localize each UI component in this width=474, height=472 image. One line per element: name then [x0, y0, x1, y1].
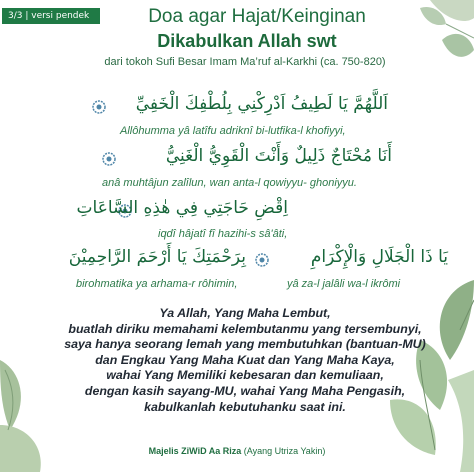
- arabic-verse-3: اِقْضِ حَاجَتِي فِي هٰذِهِ السَّاعَاتِ: [76, 198, 288, 218]
- translation-line: buatlah diriku memahami kelembutanmu yang tersembunyi,: [68, 321, 422, 336]
- verse-ornament-icon: [92, 100, 106, 114]
- arabic-verse-2: أَنَا مُحْتَاجٌ ذَلِيلٌ وَأَنْتَ الْقَوِيُّ الْغَنِيُّ: [165, 146, 392, 166]
- footer: [0, 446, 474, 456]
- translation-line: dengan kasih sayang-MU, wahai Yang Maha Pengasih,: [84, 383, 406, 398]
- transliteration-3: iqdî hâjatî fî hazihi-s sâ'âti,: [158, 228, 288, 240]
- page-title: Doa agar Hajat/Keinginan: [148, 6, 366, 27]
- transliteration-1: Allôhumma yâ latîfu adriknî bi-lutfika-l khofiyyi,: [120, 125, 346, 137]
- translation-line: kabulkanlah kebutuhanku saat ini.: [144, 399, 346, 414]
- translation-line: dan Engkau Yang Maha Kuat dan Yang Maha Kaya,: [95, 352, 395, 367]
- page-subtitle: Dikabulkan Allah swt: [157, 31, 337, 51]
- verse-ornament-icon: [255, 253, 269, 267]
- translation-line: Ya Allah, Yang Maha Lembut,: [159, 306, 331, 320]
- transliteration-4-left: birohmatika ya arhama-r rôhimin,: [76, 278, 238, 290]
- translation-line: wahai Yang Memiliki kebesaran dan kemuliaan,: [106, 368, 384, 383]
- arabic-verse-4-left: بِرَحْمَتِكَ يَا أَرْحَمَ الرَّاحِمِيْنَ: [68, 247, 246, 267]
- arabic-verse-4-right: يَا ذَا الْجَلَالِ وَالْإِكْرَامِ: [310, 247, 448, 267]
- source-attribution: dari tokoh Sufi Besar Imam Ma’ruf al-Karkhi (ca. 750-820): [104, 56, 386, 68]
- footer-org: Majelis ZiWiD Aa Riza: [148, 446, 242, 456]
- verse-ornament-icon: [102, 152, 116, 166]
- version-badge: 3/3 | versi pendek: [2, 8, 100, 24]
- translation-text: [60, 306, 430, 415]
- transliteration-4-right: yâ za-l jalâli wa-l ikrômi: [287, 278, 401, 290]
- arabic-verse-1: اَللَّهُمَّ يَا لَطِيفُ اَدْرِكْنِي بِلُطْفِكَ الْخَفِيِّ: [135, 94, 388, 114]
- translation-line: saya hanya seorang lemah yang membutuhkan (bantuan-MU): [64, 337, 426, 352]
- footer-sub: (Ayang Utriza Yakin): [243, 446, 326, 456]
- transliteration-2: anâ muhtâjun zalîlun, wan anta-l qowiyyu- ghoniyyu.: [102, 177, 357, 189]
